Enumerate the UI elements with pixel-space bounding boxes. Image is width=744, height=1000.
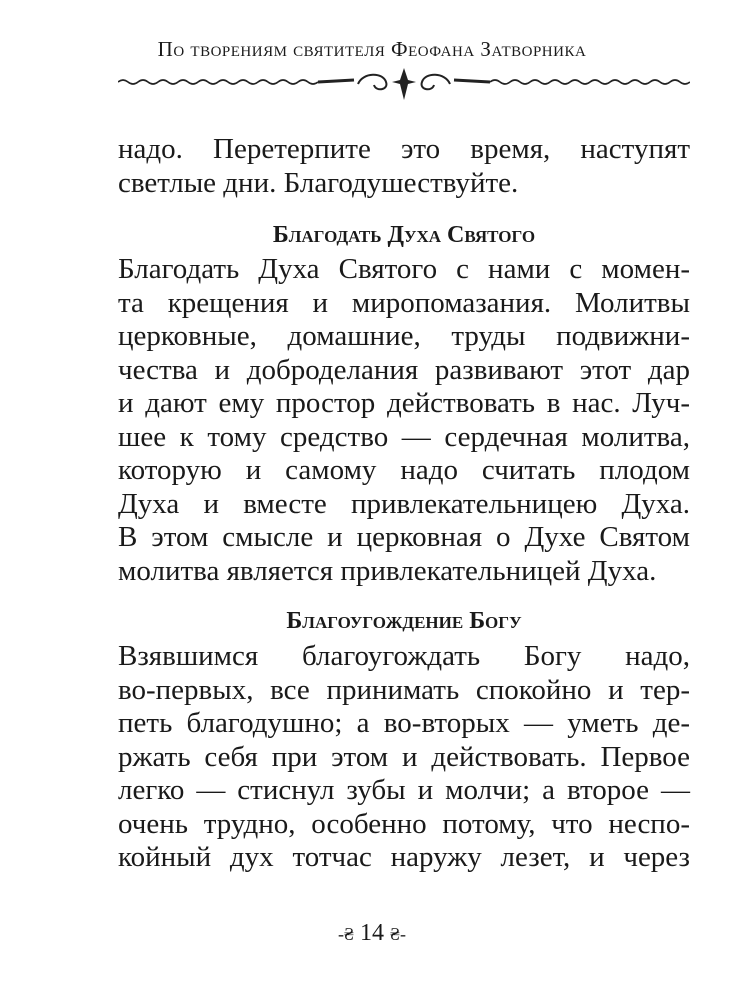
text-line: Взявшимся благоугождать Богу надо, — [118, 640, 690, 672]
right-flourish-icon: ₴- — [390, 924, 407, 944]
text-line: та крещения и миропомазания. Молитвы — [118, 286, 690, 319]
paragraph — [118, 253, 690, 588]
text-line: койный дух тотчас наружу лезет, и через — [118, 841, 690, 873]
text-line: шее к тому средство — сердечная молитва, — [118, 420, 690, 453]
paragraph — [118, 133, 690, 200]
running-head: По творениям святителя Феофана Затворника — [157, 37, 587, 61]
text-line: ржать себя при этом и действовать. Первое — [118, 740, 690, 773]
text-line: В этом смысле и церковная о Духе Святом — [118, 521, 690, 553]
text-line: Благодать Духа Святого с нами с момен- — [118, 253, 690, 285]
paragraph — [118, 640, 690, 875]
text-line: очень трудно, особенно потому, что неспо- — [118, 807, 690, 840]
text-line: молитва является привлекательницей Духа. — [118, 554, 657, 587]
text-line: надо. Перетерпите это время, наступят — [118, 133, 690, 165]
page-number: 14 — [360, 920, 384, 946]
text-line: Духа и вместе привлекательницею Духа. — [118, 487, 690, 520]
left-flourish-icon: -₴ — [337, 924, 354, 944]
text-line: легко — стиснул зубы и молчи; а второе — — [118, 774, 690, 806]
text-line: чества и доброделания развивают этот дар — [118, 353, 690, 386]
text-line: церковные, домашние, труды подвижни- — [118, 320, 690, 352]
text-line: и дают ему простор действовать в нас. Луч- — [118, 387, 690, 419]
text-line: светлые дни. Благодушествуйте. — [118, 166, 519, 199]
text-line: петь благодушно; а во-вторых — уметь де- — [118, 707, 690, 739]
text-line: во-первых, все принимать спокойно и тер- — [118, 673, 690, 706]
text-line: которую и самому надо считать плодом — [118, 454, 690, 486]
section-heading: Благоугождение Богу — [286, 608, 522, 634]
section-heading: Благодать Духа Святого — [272, 222, 536, 248]
header-ornament-icon — [118, 68, 690, 104]
page-footer — [0, 918, 744, 949]
